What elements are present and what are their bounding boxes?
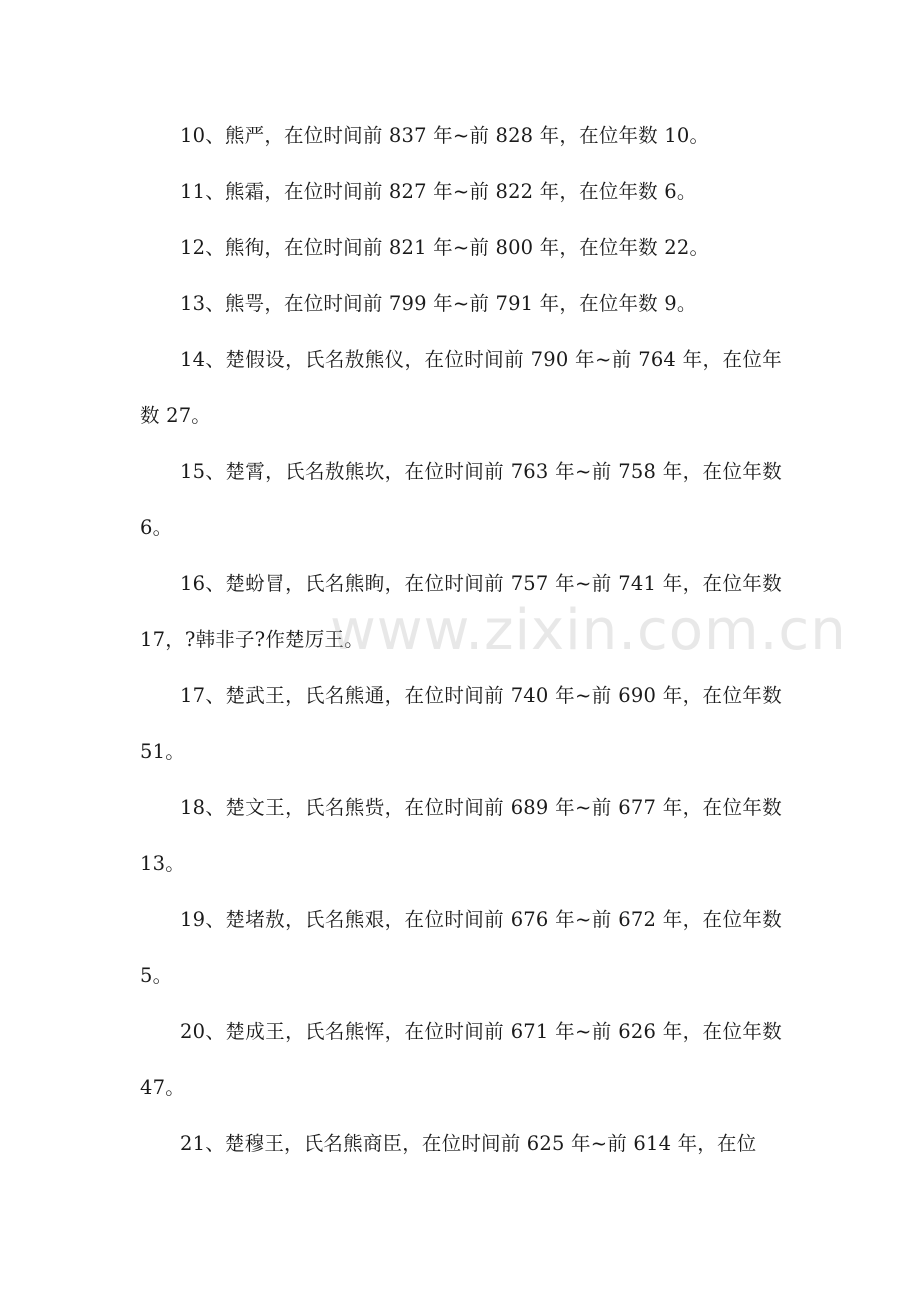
paragraph-16: 16、楚蚡冒，氏名熊眴，在位时间前 757 年~前 741 年，在位年数 17，?韩非子?作楚厉王。: [140, 572, 782, 651]
paragraph-13: 13、熊咢，在位时间前 799 年~前 791 年，在位年数 9。: [180, 292, 697, 315]
paragraph-10: 10、熊严，在位时间前 837 年~前 828 年，在位年数 10。: [180, 124, 710, 147]
paragraph-12: 12、熊徇，在位时间前 821 年~前 800 年，在位年数 22。: [180, 236, 710, 259]
paragraph-20: 20、楚成王，氏名熊恽，在位时间前 671 年~前 626 年，在位年数 47。: [140, 1020, 782, 1099]
paragraph-14: 14、楚假设，氏名敖熊仪，在位时间前 790 年~前 764 年，在位年数 27。: [140, 348, 782, 427]
paragraph-17: 17、楚武王，氏名熊通，在位时间前 740 年~前 690 年，在位年数 51。: [140, 684, 782, 763]
paragraph-21: 21、楚穆王，氏名熊商臣，在位时间前 625 年~前 614 年，在位: [180, 1132, 757, 1155]
watermark: www.zixin.com.cn: [330, 598, 847, 663]
paragraph-18: 18、楚文王，氏名熊赀，在位时间前 689 年~前 677 年，在位年数 13。: [140, 796, 782, 875]
paragraph-15: 15、楚霄，氏名敖熊坎，在位时间前 763 年~前 758 年，在位年数 6。: [140, 460, 782, 539]
paragraph-19: 19、楚堵敖，氏名熊艰，在位时间前 676 年~前 672 年，在位年数 5。: [140, 908, 782, 987]
paragraph-11: 11、熊霜，在位时间前 827 年~前 822 年，在位年数 6。: [180, 180, 697, 203]
